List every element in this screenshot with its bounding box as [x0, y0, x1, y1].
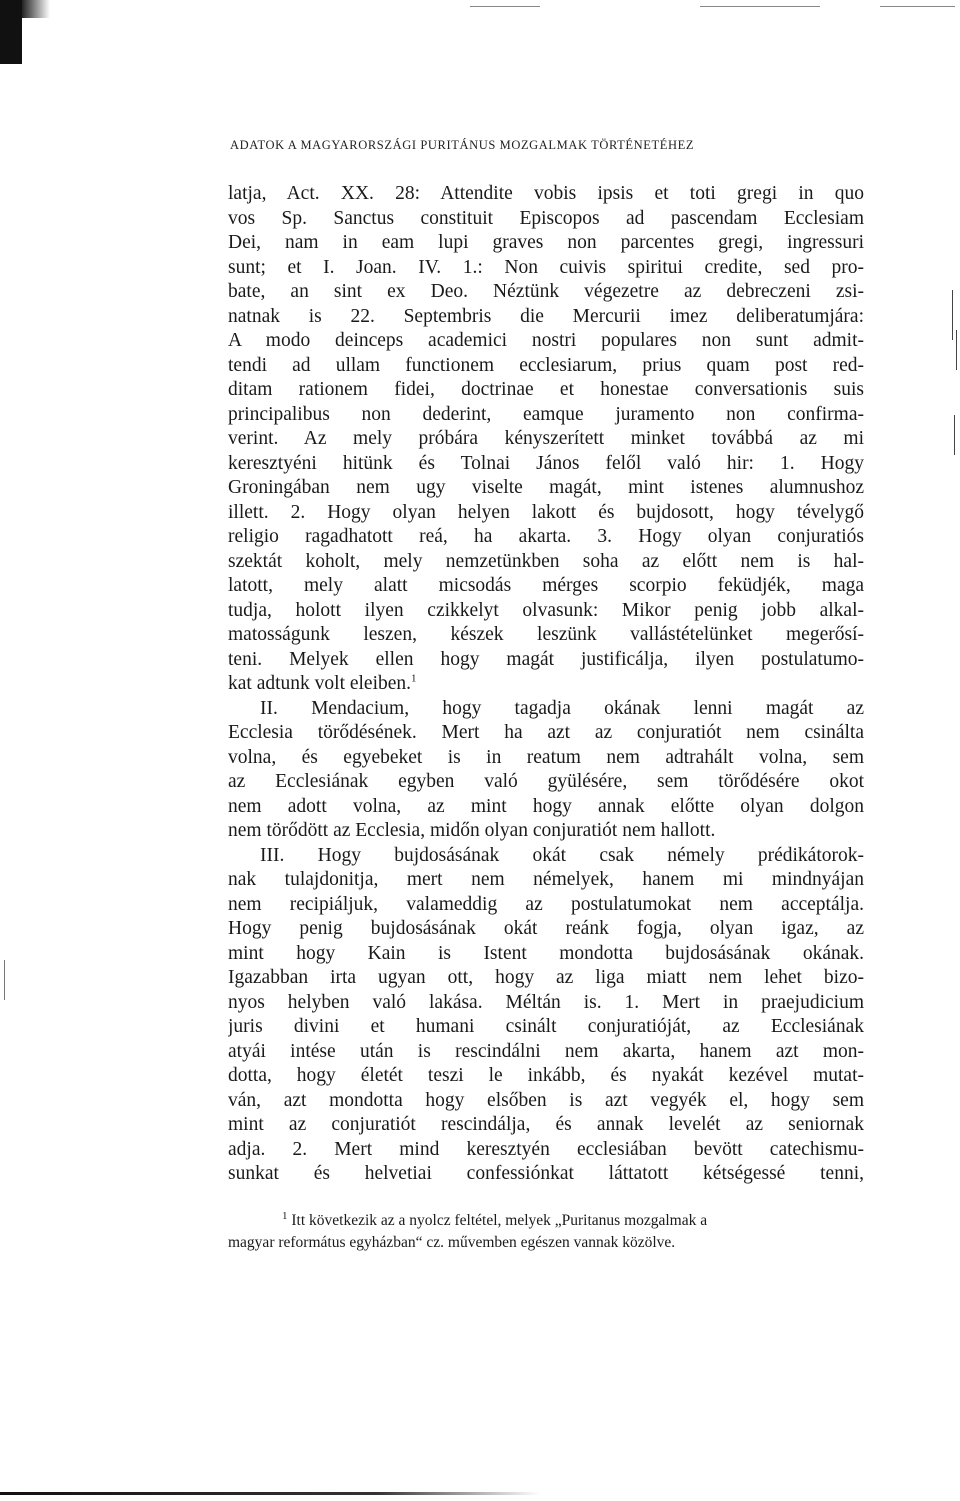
text-line: [228, 354, 864, 379]
scan-bottom-edge: [0, 1492, 540, 1495]
footnote: [228, 1210, 868, 1254]
text-line: [228, 991, 864, 1016]
scan-corner-mark: [0, 0, 22, 64]
text-line: [228, 942, 864, 967]
text-line-content: illett. 2. Hogy olyan helyen lakott és bujdosott, hogy tévelygő: [228, 501, 864, 523]
text-line-content: latott, mely alatt micsodás mérges scorpio feküdjék, maga: [228, 575, 864, 596]
scan-top-rule: [880, 6, 955, 7]
text-line: [228, 966, 864, 991]
text-line-content: juris divini et humani csinált conjuratióját, az Ecclesiának: [228, 1016, 864, 1037]
text-line-content: natnak is 22. Septembris die Mercurii imez deliberatumjára:: [228, 305, 864, 327]
text-line-content: Igazabban irta ugyan ott, hogy az liga miatt nem lehet bizo-: [228, 967, 864, 988]
text-line: [228, 1015, 864, 1040]
text-line: [228, 795, 864, 820]
text-line-content: tudja, holott ilyen czikkelyt olvasunk: Mikor penig jobb alkal-: [228, 599, 864, 621]
text-line: [228, 1113, 864, 1138]
text-line-content: religio ragadhatott reá, ha akarta. 3. Hogy olyan conjuratiós: [228, 526, 864, 547]
text-line-content: nem törődött az Ecclesia, midőn olyan conjuratiót nem hallott.: [228, 820, 716, 841]
text-line: [228, 231, 864, 256]
text-line-content: volna, és egyebeket is in reatum nem adtrahált volna, sem: [228, 746, 864, 768]
footnote-text: Itt következik az a nyolcz feltétel, melyek „Puritanus mozgalmak a: [291, 1212, 708, 1229]
text-line: [228, 868, 864, 893]
text-line: [228, 721, 864, 746]
scan-top-rule: [470, 6, 540, 7]
text-line: [228, 403, 864, 428]
text-line: [228, 819, 864, 844]
text-line-content: Hogy penig bujdosásának okát reánk fogja, olyan igaz, az: [228, 918, 864, 939]
text-line: [228, 1162, 864, 1187]
text-line-content: ditam rationem fidei, doctrinae et honestae conversationis suis: [228, 379, 864, 400]
text-line-content: Dei, nam in eam lupi graves non parcentes gregi, ingressuri: [228, 232, 864, 253]
text-line-content: kat adtunk volt eleiben.: [228, 673, 412, 694]
text-line: [228, 770, 864, 795]
text-line: [228, 501, 864, 526]
text-line: [228, 672, 864, 697]
scan-margin-mark: [956, 330, 957, 370]
scan-margin-mark: [4, 960, 5, 1000]
text-line-content: az Ecclesiának egyben való gyülésére, sem törődésére okot: [228, 771, 864, 792]
text-line-content: mint az conjuratiót rescindálja, és annak levelét az seniornak: [228, 1114, 864, 1135]
footnote-text: magyar református egyházban“ cz. művemben egészen vannak közölve.: [228, 1234, 676, 1251]
text-line: [228, 1138, 864, 1163]
body-text: [228, 182, 864, 1187]
text-line-content: A modo deinceps academici nostri populares non sunt admit-: [228, 330, 864, 351]
text-line-content: Ecclesia törődésének. Mert ha azt az conjuratiót nem csinálta: [228, 722, 864, 743]
footnote-marker: 1: [282, 1209, 288, 1222]
text-line-content: matosságunk leszen, készek leszünk vallástételünket megerősí-: [228, 624, 864, 645]
text-line-content: Groningában nem ugy viselte magát, mint istenes alumnushoz: [228, 477, 864, 498]
text-line-content: verint. Az mely próbára kényszerített minket továbbá az mi: [228, 428, 864, 449]
text-line: [228, 1040, 864, 1065]
footnote-reference: 1: [411, 672, 417, 685]
text-line: [228, 182, 864, 207]
text-line: [228, 599, 864, 624]
text-line-content: vos Sp. Sanctus constituit Episcopos ad pascendam Ecclesiam: [228, 207, 864, 229]
text-line: [228, 697, 864, 722]
text-line-content: adja. 2. Mert mind keresztyén ecclesiában bevött catechismu-: [228, 1138, 864, 1160]
text-line-content: atyái intése után is rescindálni nem akarta, hanem azt mon-: [228, 1040, 864, 1062]
text-line: [228, 207, 864, 232]
text-line: [228, 917, 864, 942]
text-line-content: bate, an sint ex Deo. Néztünk végezetre az debreczeni zsi-: [228, 281, 864, 302]
text-line: [228, 574, 864, 599]
text-line-content: sunkat és helvetiai confessiónkat láttatott kétségessé tenni,: [228, 1163, 864, 1184]
text-line-content: nak tulajdonitja, mert nem némelyek, hanem mi mindnyájan: [228, 869, 864, 890]
text-line-content: nem adott volna, az mint hogy annak előtte olyan dolgon: [228, 795, 864, 817]
text-line: [228, 623, 864, 648]
text-line: [228, 280, 864, 305]
text-line-content: tendi ad ullam functionem ecclesiarum, prius quam post red-: [228, 354, 864, 376]
text-line: [228, 648, 864, 673]
text-line-content: III. Hogy bujdosásának okát csak némely prédikátorok-: [260, 844, 864, 866]
text-line-content: keresztyéni hitünk és Tolnai János felől való hir: 1. Hogy: [228, 452, 864, 474]
text-line: [228, 305, 864, 330]
text-line: [228, 378, 864, 403]
text-line: [228, 893, 864, 918]
text-line: [228, 452, 864, 477]
text-line: [228, 256, 864, 281]
text-line-content: II. Mendacium, hogy tagadja okának lenni magát az: [260, 697, 864, 719]
text-line-content: nem recipiáljuk, valameddig az postulatumokat nem acceptálja.: [228, 893, 864, 915]
text-line: [228, 427, 864, 452]
text-line: [228, 476, 864, 501]
running-head: ADATOK A MAGYARORSZÁGI PURITÁNUS MOZGALMAK TÖRTÉNETÉHEZ: [230, 138, 695, 152]
text-line-content: dotta, hogy életét teszi le inkább, és nyakát kezével mutat-: [228, 1065, 864, 1086]
text-line: [228, 746, 864, 771]
text-line: [228, 1064, 864, 1089]
text-line-content: latja, Act. XX. 28: Attendite vobis ipsis et toti gregi in quo: [228, 183, 864, 204]
footnote-line: [228, 1210, 868, 1232]
text-line: [228, 525, 864, 550]
scan-top-rule: [700, 6, 820, 7]
text-line: [228, 550, 864, 575]
text-line: [228, 329, 864, 354]
text-line-content: nyos helyben való lakása. Méltán is. 1. Mert in praejudicium: [228, 991, 864, 1013]
footnote-line: [228, 1232, 868, 1254]
scan-margin-mark: [954, 415, 955, 455]
scan-corner-smudge: [22, 0, 50, 18]
text-line-content: szektát koholt, mely nemzetünkben soha az előtt nem is hal-: [228, 550, 864, 572]
text-line: [228, 1089, 864, 1114]
text-line-content: principalibus non dederint, eamque juramento non confirma-: [228, 403, 864, 425]
text-line-content: mint hogy Kain is Istent mondotta bujdosásának okának.: [228, 942, 864, 964]
text-line: [228, 844, 864, 869]
scan-margin-mark: [952, 290, 953, 340]
text-line-content: teni. Melyek ellen hogy magát justificálja, ilyen postulatumo-: [228, 648, 864, 670]
text-line-content: ván, azt mondotta hogy elsőben is azt vegyék el, hogy sem: [228, 1089, 864, 1111]
text-line-content: sunt; et I. Joan. IV. 1.: Non cuivis spiritui credite, sed pro-: [228, 256, 864, 278]
